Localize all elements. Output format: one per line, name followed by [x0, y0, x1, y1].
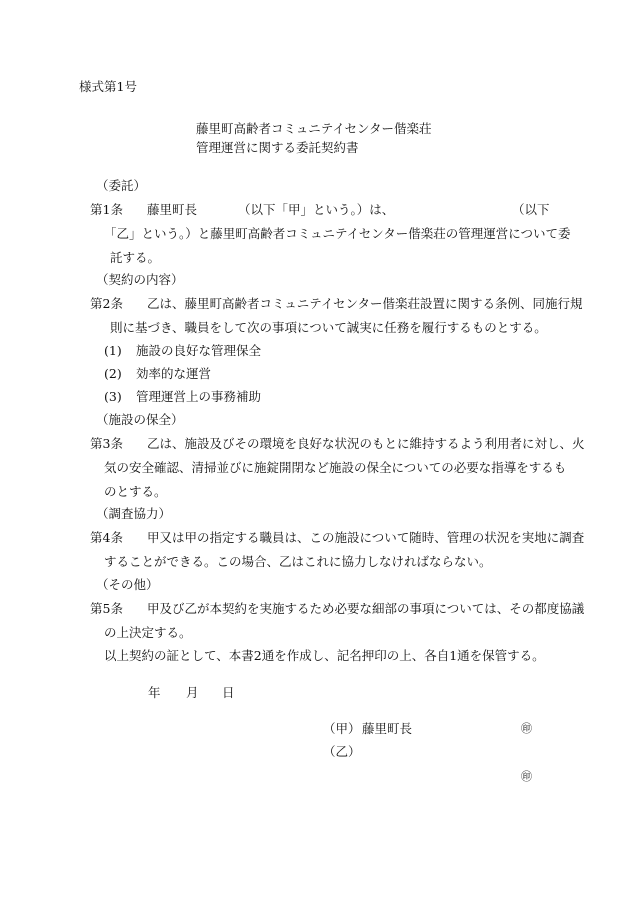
- article-1-line1-c: （以下: [512, 202, 550, 217]
- article-2-label: 第2条: [90, 296, 123, 311]
- article-3-line1: 乙は、施設及びその環境を良好な状況のもとに維持するよう利用者に対し、火: [147, 436, 585, 451]
- article-2-line2: 則に基づき、職員をして次の事項について誠実に任務を履行するものとする。: [110, 320, 547, 335]
- article-2-heading: （契約の内容）: [96, 272, 184, 287]
- article-5-line1: 甲及び乙が本契約を実施するため必要な細部の事項については、その都度協議: [147, 601, 585, 616]
- article-4-line1: 甲又は甲の指定する職員は、この施設について随時、管理の状況を実地に調査: [147, 530, 585, 545]
- article-2-line1: 乙は、藤里町高齢者コミュニテイセンター偕楽荘設置に関する条例、同施行規: [147, 296, 583, 311]
- article-1-heading: （委託）: [96, 178, 147, 193]
- article-1-line2: 「乙」という。）と藤里町高齢者コミュニテイセンター偕楽荘の管理運営について委: [104, 226, 571, 241]
- article-2-item-1-num: (1): [104, 343, 122, 358]
- document-title-line1: 藤里町高齢者コミュニテイセンター偕楽荘: [196, 121, 432, 136]
- party-a-label: （甲）: [323, 721, 361, 736]
- article-1-line3: 託する。: [110, 250, 161, 265]
- party-b-label: （乙）: [323, 744, 361, 759]
- article-1-line1-b: （以下「甲」という。）は、: [238, 202, 395, 217]
- date-month: 月: [186, 685, 199, 700]
- article-2-item-1-text: 施設の良好な管理保全: [136, 343, 262, 358]
- article-4-label: 第4条: [90, 530, 123, 545]
- article-4-line2: することができる。この場合、乙はこれに協力しなければならない。: [104, 554, 492, 569]
- document-title-line2: 管理運営に関する委託契約書: [196, 140, 359, 155]
- article-5-label: 第5条: [90, 601, 123, 616]
- article-5-heading: （その他）: [96, 577, 159, 592]
- closing-statement: 以上契約の証として、本書2通を作成し、記名押印の上、各自1通を保管する。: [104, 648, 545, 663]
- article-2-item-2-num: (2): [104, 366, 122, 381]
- article-3-heading: （施設の保全）: [96, 412, 184, 427]
- date-day: 日: [222, 685, 235, 700]
- article-2-item-2-text: 効率的な運営: [136, 366, 212, 381]
- party-a-name: 藤里町長: [362, 721, 413, 736]
- article-3-label: 第3条: [90, 436, 123, 451]
- article-5-line2: の上決定する。: [104, 625, 192, 640]
- party-a-seal-mark: ㊞: [521, 722, 532, 735]
- date-year: 年: [148, 685, 161, 700]
- article-1-line1-a: 藤里町長: [147, 202, 198, 217]
- article-4-heading: （調査協力）: [96, 506, 172, 521]
- form-number: 様式第1号: [79, 79, 137, 94]
- article-3-line3: のとする。: [104, 484, 167, 499]
- party-b-seal-mark: ㊞: [521, 770, 532, 783]
- article-2-item-3-num: (3): [104, 389, 122, 404]
- article-1-label: 第1条: [90, 202, 123, 217]
- article-2-item-3-text: 管理運営上の事務補助: [136, 389, 262, 404]
- article-3-line2: 気の安全確認、清掃並びに施錠開閉など施設の保全についての必要な指導をするも: [104, 460, 567, 475]
